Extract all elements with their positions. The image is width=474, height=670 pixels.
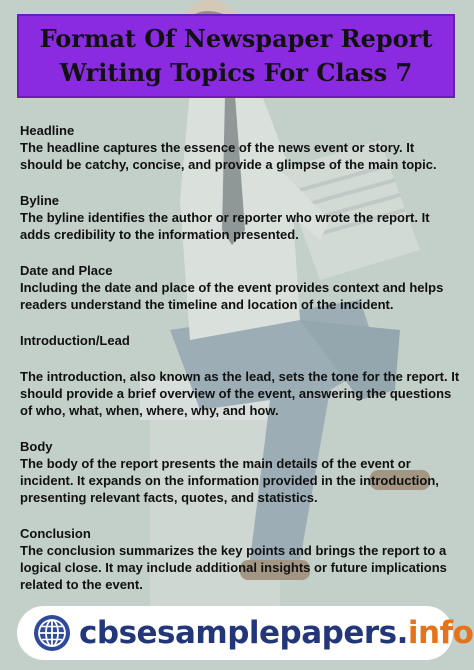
section-byline [20, 192, 460, 243]
brand-tld: info [407, 615, 474, 651]
section-headline [20, 122, 460, 173]
website-footer[interactable] [17, 606, 474, 660]
globe-icon [33, 614, 71, 652]
brand-name: cbsesamplepapers. [79, 615, 408, 651]
section-body: The byline identifies the author or reporter who wrote the report. It adds credibility to the information presented. [20, 210, 430, 242]
section-body: The body of the report presents the main details of the event or incident. It expands on the information provided in the introduction, presenting relevant facts, quotes, and statistics. [20, 456, 439, 505]
title-line-2: Writing Topics For Class 7 [59, 58, 413, 87]
section-heading: Body [20, 439, 53, 454]
title-banner [17, 14, 455, 98]
section-introduction [20, 332, 460, 419]
section-body: The headline captures the essence of the news event or story. It should be catchy, concise, and provide a glimpse of the main topic. [20, 140, 437, 172]
article-content [20, 122, 460, 612]
section-heading: Conclusion [20, 526, 91, 541]
section-heading: Headline [20, 123, 75, 138]
title-line-1: Format Of Newspaper Report [39, 24, 433, 53]
section-body: Including the date and place of the event provides context and helps readers understand the timeline and location of the incident. [20, 280, 444, 312]
section-date-place [20, 262, 460, 313]
section-heading: Date and Place [20, 263, 113, 278]
section-body: The introduction, also known as the lead, sets the tone for the report. It should provide a brief overview of the event, answering the questions of who, what, when, where, why, and how. [20, 369, 460, 418]
section-body-part [20, 438, 460, 506]
section-conclusion [20, 525, 460, 593]
website-brand [79, 615, 473, 651]
section-body: The conclusion summarizes the key points and brings the report to a logical close. It may include additional insights or future implications related to the event. [20, 543, 447, 592]
section-heading: Introduction/Lead [20, 333, 130, 348]
section-heading: Byline [20, 193, 60, 208]
